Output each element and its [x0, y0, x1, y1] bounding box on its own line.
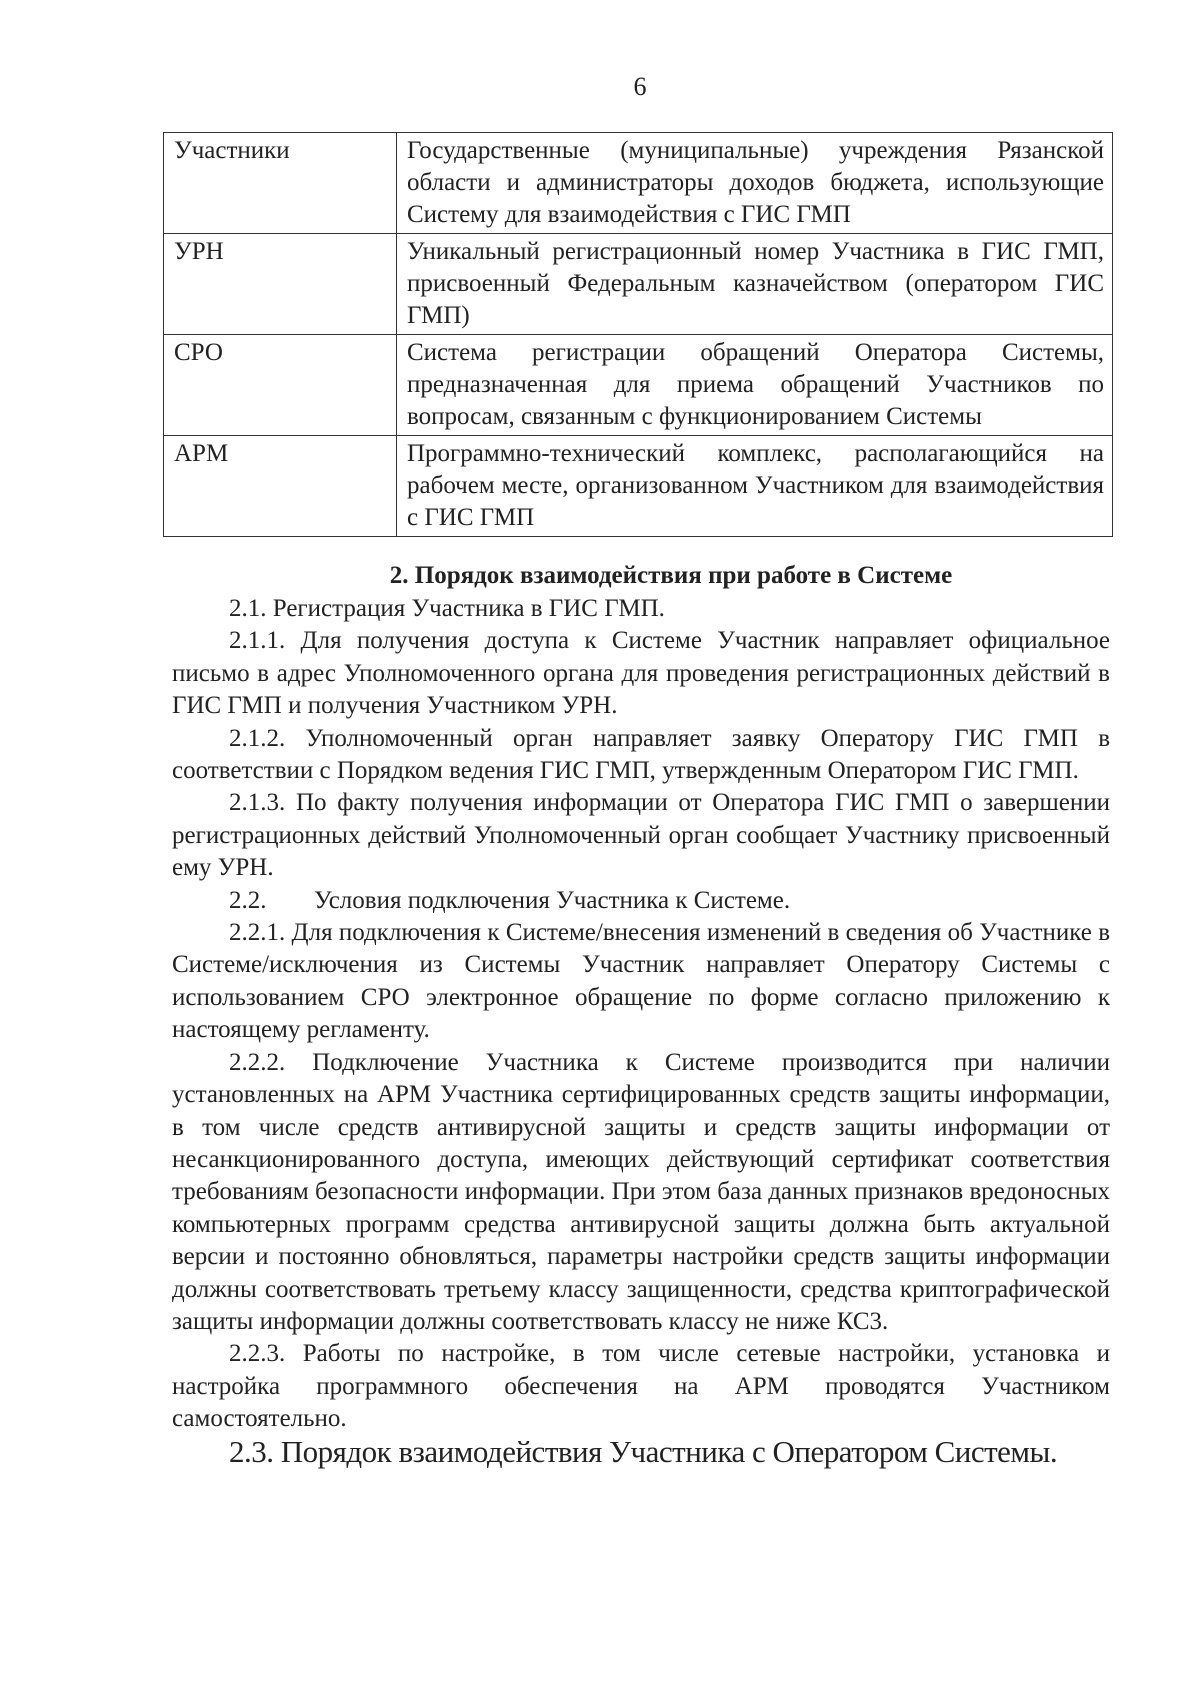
- table-row: [164, 234, 1113, 335]
- section-heading: 2. Порядок взаимодействия при работе в Системе: [389, 562, 953, 589]
- paragraph-2-3: 2.3. Порядок взаимодействия Участника с Оператором Системы.: [229, 1433, 1058, 1469]
- term-cell: СРО: [164, 335, 397, 436]
- definition-cell: Система регистрации обращений Оператора Системы, предназначенная для приема обращений Участников по вопросам, связанным с функционированием Системы: [397, 335, 1113, 436]
- paragraph-2-1: 2.1. Регистрация Участника в ГИС ГМП.: [229, 595, 665, 622]
- definitions-table: [163, 132, 1113, 537]
- paragraph-2-2-2: 2.2.2. Подключение Участника к Системе производится при наличии установленных на АРМ Участника сертифицированных средств защиты информации, в том числе средств антивирусной защиты и средств защиты информации от несанкционированного доступа, имеющих действующий сертификат соответствия требованиям безопасности информации. При этом база данных признаков вредоносных компьютерных программ средства антивирусной защиты должна быть актуальной версии и постоянно обновляться, параметры настройки средств защиты информации должны соответствовать третьему классу защищенности, средства криптографической защиты информации должны соответствовать классу не ниже КС3.: [172, 1048, 1111, 1335]
- term-cell: УРН: [164, 234, 397, 335]
- paragraph-2-1-2: 2.1.2. Уполномоченный орган направляет заявку Оператору ГИС ГМП в соответствии с Порядком ведения ГИС ГМП, утвержденным Оператором ГИС ГМП.: [172, 724, 1110, 785]
- page-number: 6: [633, 72, 647, 101]
- paragraph-2-1-3: 2.1.3. По факту получения информации от Оператора ГИС ГМП о завершении регистрационных действий Уполномоченный орган сообщает Участнику присвоенный ему УРН.: [172, 789, 1110, 882]
- section-body: [172, 559, 1110, 1468]
- definition-cell: Государственные (муниципальные) учреждения Рязанской области и администраторы доходов бюджета, использующие Систему для взаимодействия с ГИС ГМП: [397, 133, 1113, 234]
- definition-cell: Программно-технический комплекс, располагающийся на рабочем месте, организованном Участником для взаимодействия с ГИС ГМП: [397, 436, 1113, 537]
- term-cell: Участники: [164, 133, 397, 234]
- table-row: [164, 436, 1113, 537]
- paragraph-number: 2.2.: [229, 886, 267, 914]
- paragraph-text: Условия подключения Участника к Системе.: [314, 886, 791, 914]
- paragraph-2-2-1: 2.2.1. Для подключения к Системе/внесения изменений в сведения об Участнике в Системе/исключения из Системы Участник направляет Оператору Системы с использованием СРО электронное обращение по форме согласно приложению к настоящему регламенту.: [172, 919, 1110, 1044]
- paragraph-2-1-1: 2.1.1. Для получения доступа к Системе Участник направляет официальное письмо в адрес Уполномоченного органа для проведения регистрационных действий в ГИС ГМП и получения Участником УРН.: [172, 627, 1110, 720]
- paragraph-2-2-3: 2.2.3. Работы по настройке, в том числе сетевые настройки, установка и настройка программного обеспечения на АРМ проводятся Участником самостоятельно.: [172, 1340, 1110, 1433]
- definition-cell: Уникальный регистрационный номер Участника в ГИС ГМП, присвоенный Федеральным казначейством (оператором ГИС ГМП): [397, 234, 1113, 335]
- table-row: [164, 133, 1113, 234]
- term-cell: АРМ: [164, 436, 397, 537]
- paragraph-2-2: [172, 885, 1110, 917]
- table-row: [164, 335, 1113, 436]
